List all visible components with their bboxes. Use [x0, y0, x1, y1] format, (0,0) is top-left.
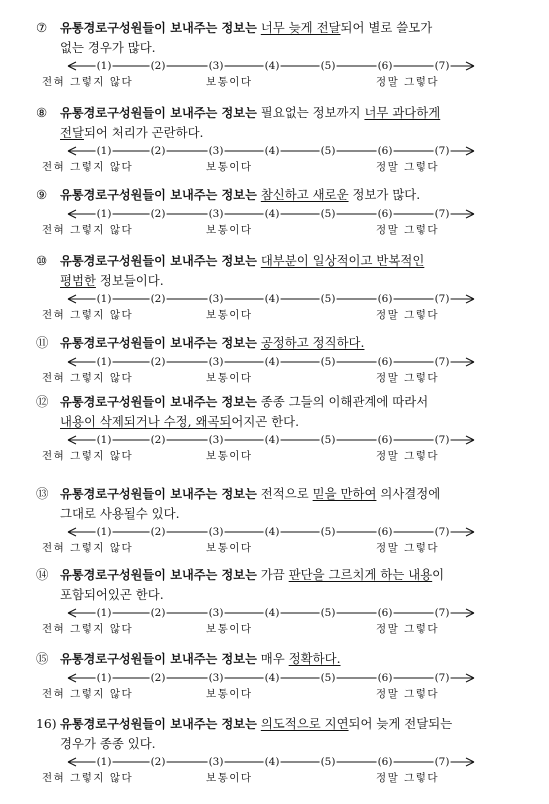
question-text: 의사결정에	[376, 486, 441, 501]
question-line	[36, 251, 526, 271]
question-line	[36, 38, 526, 57]
underlined-phrase: 전달	[60, 125, 84, 140]
scale-point-3[interactable]: (3)	[208, 356, 224, 368]
scale-anchor-middle: 보통이다	[206, 309, 253, 321]
scale-point-1[interactable]: (1)	[96, 356, 112, 368]
scale-point-5[interactable]: (5)	[320, 434, 336, 446]
scale-anchor-right: 정말 그렇다	[376, 623, 440, 635]
question-stem: 유통경로구성원들이 보내주는 정보는	[60, 717, 257, 731]
likert-scale	[36, 525, 526, 557]
scale-point-3[interactable]: (3)	[208, 607, 224, 619]
underlined-phrase: 공정하고 정직하다.	[260, 335, 365, 350]
underlined-phrase: 너무 과다하게	[364, 105, 441, 120]
scale-point-3[interactable]: (3)	[208, 526, 224, 538]
scale-point-4[interactable]: (4)	[264, 356, 280, 368]
question-number: ⑩	[36, 253, 48, 268]
scale-point-5[interactable]: (5)	[320, 672, 336, 684]
question-text: 정보가 많다.	[348, 187, 421, 202]
scale-point-4[interactable]: (4)	[264, 607, 280, 619]
question-text: 없는 경우가 많다.	[60, 40, 156, 55]
scale-anchor-middle: 보통이다	[206, 450, 253, 462]
question-item	[36, 333, 526, 387]
question-number: ⑧	[36, 105, 48, 120]
scale-anchor-middle: 보통이다	[206, 623, 253, 635]
question-line	[36, 734, 526, 753]
question-text: 되어 처리가 곤란하다.	[83, 125, 204, 140]
question-line	[36, 565, 526, 585]
question-stem: 유통경로구성원들이 보내주는 정보는	[60, 254, 257, 268]
scale-anchor-left: 전혀 그렇지 않다	[42, 161, 134, 173]
scale-point-3[interactable]: (3)	[208, 672, 224, 684]
underlined-phrase: 정확하다.	[288, 651, 341, 666]
scale-anchor-left: 전혀 그렇지 않다	[42, 76, 134, 88]
question-stem: 유통경로구성원들이 보내주는 정보는	[60, 568, 257, 582]
question-stem: 유통경로구성원들이 보내주는 정보는	[60, 487, 257, 501]
scale-anchor-middle: 보통이다	[206, 542, 253, 554]
scale-point-2[interactable]: (2)	[150, 434, 166, 446]
question-text: 포함되어있곤 한다.	[60, 587, 164, 602]
scale-anchor-right: 정말 그렇다	[376, 161, 440, 173]
question-stem: 유통경로구성원들이 보내주는 정보는	[60, 652, 257, 666]
question-stem: 유통경로구성원들이 보내주는 정보는	[60, 395, 257, 409]
question-text: 경우가 종종 있다.	[60, 736, 156, 751]
scale-point-6[interactable]: (6)	[377, 672, 393, 684]
underlined-phrase: 의도적으로 지연	[260, 716, 349, 731]
scale-point-6[interactable]: (6)	[377, 526, 393, 538]
question-item	[36, 565, 526, 638]
scale-point-7[interactable]: (7)	[434, 607, 450, 619]
scale-anchor-left: 전혀 그렇지 않다	[42, 372, 134, 384]
scale-point-7[interactable]: (7)	[434, 672, 450, 684]
question-item	[36, 103, 526, 176]
scale-point-4[interactable]: (4)	[264, 293, 280, 305]
scale-anchor-right: 정말 그렇다	[376, 772, 440, 784]
scale-anchor-middle: 보통이다	[206, 224, 253, 236]
question-number: ⑦	[36, 20, 48, 35]
question-number: ⑮	[36, 651, 49, 666]
scale-point-2[interactable]: (2)	[150, 60, 166, 72]
scale-point-5[interactable]: (5)	[320, 60, 336, 72]
scale-point-5[interactable]: (5)	[320, 356, 336, 368]
underlined-phrase: 참신하고 새로운	[260, 187, 349, 202]
scale-anchor-left: 전혀 그렇지 않다	[42, 623, 134, 635]
scale-point-5[interactable]: (5)	[320, 145, 336, 157]
underlined-phrase: 판단을 그르치게 하는 내용	[288, 567, 433, 582]
question-line	[36, 333, 526, 353]
question-number: ⑬	[36, 486, 49, 501]
question-item	[36, 649, 526, 703]
question-text: 가끔	[256, 567, 289, 582]
scale-point-1[interactable]: (1)	[96, 672, 112, 684]
question-number: 16)	[36, 716, 57, 731]
scale-anchor-left: 전혀 그렇지 않다	[42, 224, 134, 236]
question-item	[36, 185, 526, 239]
scale-point-7[interactable]: (7)	[434, 756, 450, 768]
underlined-phrase: 대부분이 일상적이고 반복적인	[260, 253, 425, 268]
question-line	[36, 123, 526, 142]
scale-anchor-right: 정말 그렇다	[376, 450, 440, 462]
scale-point-1[interactable]: (1)	[96, 293, 112, 305]
likert-scale	[36, 292, 526, 324]
question-text: 정보들이다.	[95, 273, 164, 288]
scale-anchor-left: 전혀 그렇지 않다	[42, 772, 134, 784]
question-stem: 유통경로구성원들이 보내주는 정보는	[60, 21, 257, 35]
scale-point-6[interactable]: (6)	[377, 60, 393, 72]
scale-point-2[interactable]: (2)	[150, 208, 166, 220]
scale-point-5[interactable]: (5)	[320, 293, 336, 305]
question-text: 어지곤 한다.	[231, 414, 300, 429]
scale-anchor-right: 정말 그렇다	[376, 309, 440, 321]
scale-point-5[interactable]: (5)	[320, 756, 336, 768]
scale-point-7[interactable]: (7)	[434, 293, 450, 305]
question-number: ⑨	[36, 187, 48, 202]
scale-point-2[interactable]: (2)	[150, 526, 166, 538]
question-line	[36, 585, 526, 604]
question-stem: 유통경로구성원들이 보내주는 정보는	[60, 188, 257, 202]
question-stem: 유통경로구성원들이 보내주는 정보는	[60, 106, 257, 120]
scale-point-4[interactable]: (4)	[264, 756, 280, 768]
scale-point-5[interactable]: (5)	[320, 208, 336, 220]
underlined-phrase: 믿을 만하여	[312, 486, 377, 501]
scale-point-2[interactable]: (2)	[150, 356, 166, 368]
question-line	[36, 714, 526, 734]
question-text: 되어 늦게 전달되는	[348, 716, 453, 731]
scale-point-3[interactable]: (3)	[208, 208, 224, 220]
scale-point-1[interactable]: (1)	[96, 434, 112, 446]
question-line	[36, 484, 526, 504]
scale-point-3[interactable]: (3)	[208, 293, 224, 305]
scale-point-2[interactable]: (2)	[150, 145, 166, 157]
scale-point-3[interactable]: (3)	[208, 434, 224, 446]
scale-point-7[interactable]: (7)	[434, 356, 450, 368]
scale-anchor-left: 전혀 그렇지 않다	[42, 309, 134, 321]
question-text: 그대로 사용될수 있다.	[60, 506, 180, 521]
scale-anchor-right: 정말 그렇다	[376, 688, 440, 700]
scale-point-4[interactable]: (4)	[264, 672, 280, 684]
scale-anchor-middle: 보통이다	[206, 688, 253, 700]
scale-point-7[interactable]: (7)	[434, 60, 450, 72]
question-item	[36, 714, 526, 787]
question-text: 필요없는 정보까지	[256, 105, 365, 120]
question-number: ⑪	[36, 335, 49, 350]
likert-scale	[36, 433, 526, 465]
question-item	[36, 484, 526, 557]
question-line	[36, 412, 526, 431]
scale-point-6[interactable]: (6)	[377, 356, 393, 368]
likert-scale	[36, 207, 526, 239]
likert-scale	[36, 606, 526, 638]
scale-anchor-left: 전혀 그렇지 않다	[42, 450, 134, 462]
underlined-phrase: 내용이 삭제되거나 수정, 왜곡되	[60, 414, 232, 429]
scale-point-6[interactable]: (6)	[377, 607, 393, 619]
scale-point-4[interactable]: (4)	[264, 145, 280, 157]
scale-point-7[interactable]: (7)	[434, 526, 450, 538]
question-line	[36, 649, 526, 669]
scale-anchor-right: 정말 그렇다	[376, 542, 440, 554]
scale-point-4[interactable]: (4)	[264, 60, 280, 72]
underlined-phrase: 평범한	[60, 273, 96, 288]
scale-point-6[interactable]: (6)	[377, 293, 393, 305]
question-line	[36, 392, 526, 412]
scale-point-5[interactable]: (5)	[320, 607, 336, 619]
scale-anchor-middle: 보통이다	[206, 372, 253, 384]
question-number: ⑫	[36, 394, 49, 409]
scale-anchor-right: 정말 그렇다	[376, 76, 440, 88]
scale-point-1[interactable]: (1)	[96, 526, 112, 538]
question-line	[36, 185, 526, 205]
question-text: 종종 그들의 이해관계에 따라서	[256, 394, 429, 409]
scale-anchor-left: 전혀 그렇지 않다	[42, 688, 134, 700]
scale-point-3[interactable]: (3)	[208, 145, 224, 157]
scale-point-4[interactable]: (4)	[264, 526, 280, 538]
scale-point-6[interactable]: (6)	[377, 145, 393, 157]
scale-point-7[interactable]: (7)	[434, 208, 450, 220]
scale-point-2[interactable]: (2)	[150, 756, 166, 768]
question-line	[36, 18, 526, 38]
question-text: 되어 별로 쓸모가	[340, 20, 433, 35]
likert-scale	[36, 755, 526, 787]
scale-point-4[interactable]: (4)	[264, 208, 280, 220]
question-stem: 유통경로구성원들이 보내주는 정보는	[60, 336, 257, 350]
scale-anchor-middle: 보통이다	[206, 772, 253, 784]
likert-scale	[36, 144, 526, 176]
question-line	[36, 271, 526, 290]
scale-point-2[interactable]: (2)	[150, 672, 166, 684]
scale-point-6[interactable]: (6)	[377, 756, 393, 768]
scale-point-1[interactable]: (1)	[96, 756, 112, 768]
scale-point-4[interactable]: (4)	[264, 434, 280, 446]
question-item	[36, 251, 526, 324]
question-text: 전적으로	[256, 486, 313, 501]
scale-point-1[interactable]: (1)	[96, 60, 112, 72]
scale-anchor-middle: 보통이다	[206, 161, 253, 173]
scale-anchor-middle: 보통이다	[206, 76, 253, 88]
scale-point-5[interactable]: (5)	[320, 526, 336, 538]
question-number: ⑭	[36, 567, 49, 582]
scale-point-3[interactable]: (3)	[208, 756, 224, 768]
scale-anchor-right: 정말 그렇다	[376, 372, 440, 384]
scale-point-6[interactable]: (6)	[377, 208, 393, 220]
scale-point-1[interactable]: (1)	[96, 208, 112, 220]
question-text: 매우	[256, 651, 289, 666]
likert-scale	[36, 355, 526, 387]
question-line	[36, 504, 526, 523]
likert-scale	[36, 59, 526, 91]
scale-point-2[interactable]: (2)	[150, 293, 166, 305]
question-item	[36, 18, 526, 91]
question-text: 이	[432, 567, 445, 582]
scale-point-2[interactable]: (2)	[150, 607, 166, 619]
scale-point-3[interactable]: (3)	[208, 60, 224, 72]
scale-point-1[interactable]: (1)	[96, 607, 112, 619]
question-line	[36, 103, 526, 123]
scale-point-1[interactable]: (1)	[96, 145, 112, 157]
underlined-phrase: 너무 늦게 전달	[260, 20, 341, 35]
scale-point-7[interactable]: (7)	[434, 145, 450, 157]
scale-anchor-right: 정말 그렇다	[376, 224, 440, 236]
question-item	[36, 392, 526, 465]
scale-point-6[interactable]: (6)	[377, 434, 393, 446]
scale-anchor-left: 전혀 그렇지 않다	[42, 542, 134, 554]
scale-point-7[interactable]: (7)	[434, 434, 450, 446]
likert-scale	[36, 671, 526, 703]
